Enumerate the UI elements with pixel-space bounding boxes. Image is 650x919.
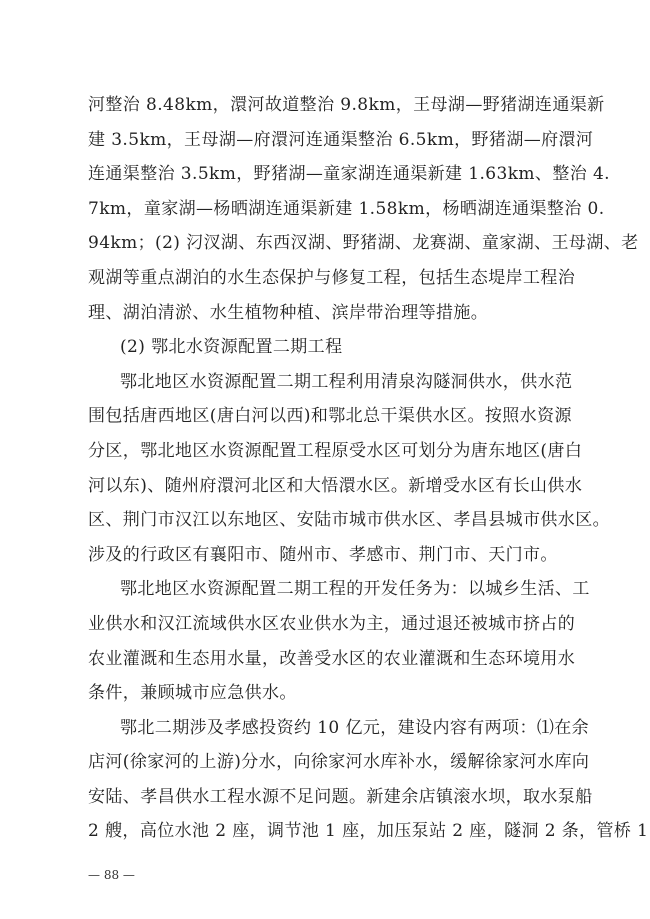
text-line: 店河(徐家河的上游)分水，向徐家河水库补水，缓解徐家河水库向 <box>88 752 590 773</box>
text-line: 围包括唐西地区(唐白河以西)和鄂北总干渠供水区。按照水资源 <box>88 406 572 427</box>
paragraph-start-line: 鄂北二期涉及孝感投资约 10 亿元，建设内容有两项：⑴在余 <box>120 717 590 738</box>
text-line: 理、湖泊清淤、水生植物种植、滨岸带治理等措施。 <box>88 302 489 323</box>
text-line: 建 3.5km，王母湖—府澴河连通渠整治 6.5km，野猪湖—府澴河 <box>88 129 594 150</box>
paragraph-start-line: 鄂北地区水资源配置二期工程利用清泉沟隧洞供水，供水范 <box>120 371 573 392</box>
text-line: 连通渠整治 3.5km，野猪湖—童家湖连通渠新建 1.63km、整治 4. <box>88 164 610 185</box>
text-line: 涉及的行政区有襄阳市、随州市、孝感市、荆门市、天门市。 <box>88 544 558 565</box>
page-number: — 88 — <box>88 868 135 882</box>
text-line: 94km；(2) 汈汊湖、东西汊湖、野猪湖、龙赛湖、童家湖、王母湖、老 <box>88 233 639 254</box>
text-line: 业供水和汉江流域供水区农业供水为主，通过退还被城市挤占的 <box>88 613 576 634</box>
text-line: 区、荆门市汉江以东地区、安陆市城市供水区、孝昌县城市供水区。 <box>88 510 610 531</box>
text-line: 河以东)、随州府澴河北区和大悟澴水区。新增受水区有长山供水 <box>88 475 583 496</box>
text-line: 2 艘，高位水池 2 座，调节池 1 座，加压泵站 2 座，隧洞 2 条，管桥 1 <box>88 821 649 842</box>
text-line: 河整治 8.48km，澴河故道整治 9.8km，王母湖—野猪湖连通渠新 <box>88 95 605 115</box>
text-line: 条件，兼顾城市应急供水。 <box>88 683 297 704</box>
section-heading: (2) 鄂北水资源配置二期工程 <box>120 337 343 358</box>
text-line: 农业灌溉和生态用水量，改善受水区的农业灌溉和生态环境用水 <box>88 648 576 669</box>
text-line: 安陆、孝昌供水工程水源不足问题。新建余店镇滚水坝，取水泵船 <box>88 786 593 807</box>
text-line: 观湖等重点湖泊的水生态保护与修复工程，包括生态堤岸工程治 <box>88 267 576 288</box>
text-line: 7km，童家湖—杨晒湖连通渠新建 1.58km，杨晒湖连通渠整治 0. <box>88 198 605 219</box>
text-line: 分区，鄂北地区水资源配置工程原受水区可划分为唐东地区(唐白 <box>88 440 583 461</box>
paragraph-start-line: 鄂北地区水资源配置二期工程的开发任务为：以城乡生活、工 <box>120 579 590 600</box>
body-text <box>88 88 649 849</box>
